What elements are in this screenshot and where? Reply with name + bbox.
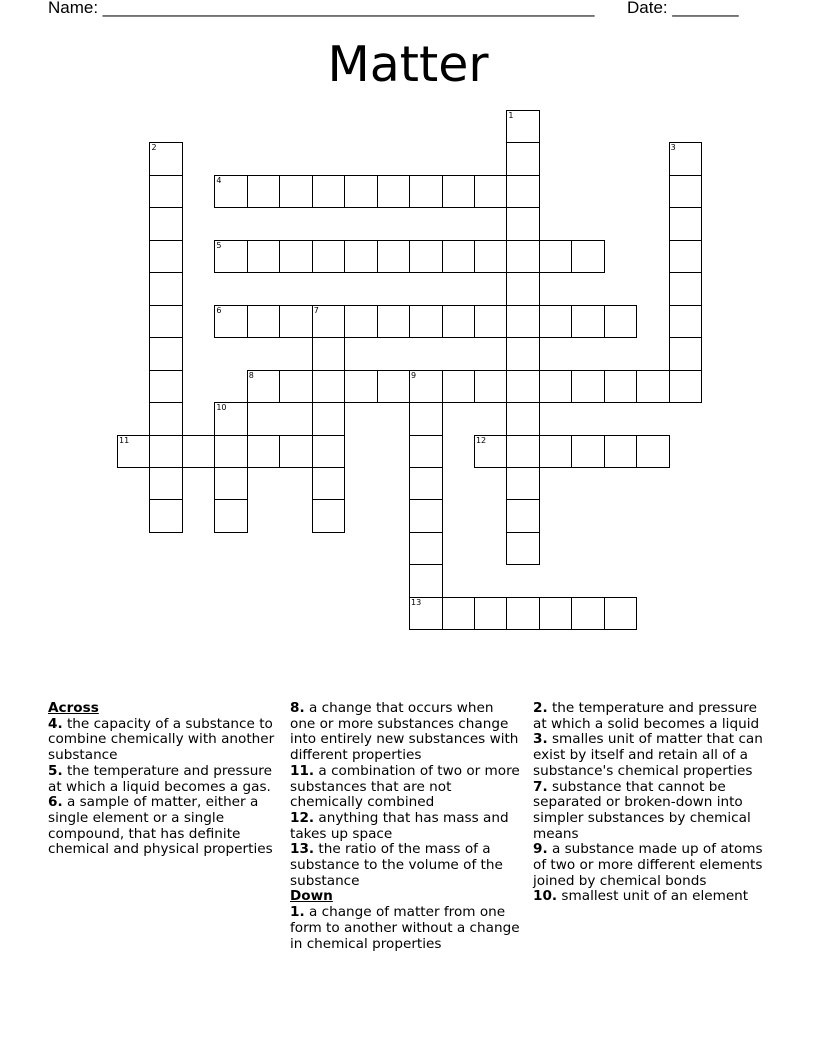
clue-down-1: 1. a change of matter from one form to another without a change in chemical properties: [290, 904, 520, 952]
grid-cell[interactable]: [409, 435, 443, 469]
grid-cell[interactable]: [604, 435, 638, 469]
grid-cell[interactable]: [506, 435, 540, 469]
grid-cell[interactable]: [571, 305, 605, 339]
grid-cell[interactable]: [669, 272, 703, 306]
grid-cell[interactable]: [474, 175, 508, 209]
grid-cell[interactable]: [506, 240, 540, 274]
grid-cell[interactable]: [377, 240, 411, 274]
grid-cell[interactable]: [344, 175, 378, 209]
grid-cell[interactable]: [409, 402, 443, 436]
clue-down-9: 9. a substance made up of atoms of two or more different elements joined by chemical bonds: [533, 841, 763, 889]
grid-cell[interactable]: [149, 305, 183, 339]
grid-cell[interactable]: [539, 305, 573, 339]
grid-cell[interactable]: [442, 370, 476, 404]
grid-cell[interactable]: [149, 272, 183, 306]
clue-down-7: 7. substance that cannot be separated or broken-down into simpler substances by chemical means: [533, 778, 751, 842]
grid-cell[interactable]: [506, 597, 540, 631]
grid-cell[interactable]: [312, 402, 346, 436]
clue-column-1: [48, 701, 280, 858]
grid-cell[interactable]: [344, 240, 378, 274]
clue-across-11: 11. a combination of two or more substances that are not chemically combined: [290, 762, 520, 811]
grid-cell[interactable]: [247, 240, 281, 274]
grid-cell[interactable]: [247, 305, 281, 339]
grid-cell[interactable]: [214, 435, 248, 469]
clue-across-4: 4. the capacity of a substance to combine chemically with another substance: [48, 715, 275, 764]
grid-cell[interactable]: [214, 175, 248, 209]
clue-across-13: 13. the ratio of the mass of a substance to the volume of the substance: [290, 841, 503, 889]
grid-cell[interactable]: [214, 305, 248, 339]
date-field-label[interactable]: Date: _______: [627, 0, 739, 17]
clue-number: 3: [670, 143, 676, 153]
grid-cell[interactable]: [149, 370, 183, 404]
grid-cell[interactable]: [442, 175, 476, 209]
grid-cell[interactable]: [344, 370, 378, 404]
grid-cell[interactable]: [409, 175, 443, 209]
grid-cell[interactable]: [442, 305, 476, 339]
grid-cell[interactable]: [506, 337, 540, 371]
grid-cell[interactable]: [506, 370, 540, 404]
clue-number: 2: [151, 143, 157, 153]
grid-cell[interactable]: [377, 175, 411, 209]
clue-number: 1: [508, 111, 514, 120]
grid-cell[interactable]: [409, 597, 443, 631]
grid-cell[interactable]: [149, 499, 183, 533]
grid-cell[interactable]: [312, 435, 346, 469]
grid-cell[interactable]: [442, 597, 476, 631]
clue-number: 13: [411, 597, 422, 607]
grid-cell[interactable]: [409, 240, 443, 274]
grid-cell[interactable]: [636, 370, 670, 404]
clue-number: 5: [216, 240, 222, 250]
grid-cell[interactable]: [571, 597, 605, 631]
grid-cell[interactable]: [506, 402, 540, 436]
grid-cell[interactable]: [312, 305, 346, 339]
grid-cell[interactable]: [279, 435, 313, 469]
clue-down-3: 3. smalles unit of matter that can exist by itself and retain all of a substance's chemical properties: [533, 731, 763, 779]
grid-cell[interactable]: [604, 597, 638, 631]
across-heading: Across: [48, 701, 99, 716]
clue-number: 4: [216, 175, 222, 185]
grid-cell[interactable]: [214, 467, 248, 501]
grid-cell[interactable]: [312, 370, 346, 404]
grid-cell[interactable]: [506, 110, 540, 144]
clue-number: 9: [411, 370, 417, 380]
grid-cell[interactable]: [312, 175, 346, 209]
clue-number: 6: [216, 305, 222, 315]
grid-cell[interactable]: [149, 240, 183, 274]
grid-cell[interactable]: [409, 532, 443, 566]
grid-cell[interactable]: [474, 240, 508, 274]
clue-across-8: 8. a change that occurs when one or more substances change into entirely new substances with different properties: [290, 701, 519, 764]
grid-cell[interactable]: [377, 305, 411, 339]
grid-cell[interactable]: [214, 402, 248, 436]
grid-cell[interactable]: [506, 272, 540, 306]
clue-column-3: [533, 701, 765, 905]
grid-cell[interactable]: [409, 370, 443, 404]
clue-across-6: 6. a sample of matter, either a single element or a single compound, that has definite chemical and physical properties: [48, 794, 273, 858]
grid-cell[interactable]: [247, 435, 281, 469]
grid-cell[interactable]: [117, 435, 151, 469]
clue-number: 10: [216, 403, 227, 413]
grid-cell[interactable]: [604, 370, 638, 404]
clue-number: 12: [475, 435, 487, 445]
grid-cell[interactable]: [377, 370, 411, 404]
clue-across-5: 5. the temperature and pressure at which a liquid becomes a gas.: [48, 762, 272, 795]
grid-cell[interactable]: [506, 305, 540, 339]
grid-cell[interactable]: [506, 499, 540, 533]
grid-cell[interactable]: [149, 435, 183, 469]
grid-cell[interactable]: [474, 597, 508, 631]
grid-cell[interactable]: [571, 240, 605, 274]
grid-cell[interactable]: [214, 240, 248, 274]
grid-cell[interactable]: [571, 435, 605, 469]
grid-cell[interactable]: [344, 305, 378, 339]
grid-cell[interactable]: [149, 175, 183, 209]
grid-cell[interactable]: [247, 370, 281, 404]
clue-down-10: 10. smallest unit of an element: [533, 888, 749, 905]
grid-cell[interactable]: [669, 207, 703, 241]
grid-cell[interactable]: [669, 370, 703, 404]
grid-cell[interactable]: [474, 435, 508, 469]
puzzle-title: Matter: [327, 36, 489, 93]
grid-cell[interactable]: [312, 337, 346, 371]
grid-cell[interactable]: [409, 564, 443, 598]
grid-cell[interactable]: [149, 142, 183, 176]
grid-cell[interactable]: [149, 402, 183, 436]
grid-cell[interactable]: [506, 467, 540, 501]
grid-cell[interactable]: [669, 142, 703, 176]
grid-cell[interactable]: [474, 305, 508, 339]
grid-cell[interactable]: [539, 240, 573, 274]
grid-cell[interactable]: [669, 175, 703, 209]
clue-column-2: [290, 701, 522, 952]
grid-cell[interactable]: [279, 175, 313, 209]
grid-cell[interactable]: [604, 305, 638, 339]
grid-cell[interactable]: [149, 207, 183, 241]
grid-cell[interactable]: [669, 240, 703, 274]
name-field-label[interactable]: Name: ____________________________________________________: [48, 0, 595, 17]
grid-cell[interactable]: [279, 370, 313, 404]
clue-across-12: 12. anything that has mass and takes up space: [290, 809, 509, 842]
grid-cell[interactable]: [571, 370, 605, 404]
grid-cell[interactable]: [279, 305, 313, 339]
grid-cell[interactable]: [312, 499, 346, 533]
grid-cell[interactable]: [312, 467, 346, 501]
grid-cell[interactable]: [442, 240, 476, 274]
grid-cell[interactable]: [506, 175, 540, 209]
grid-cell[interactable]: [214, 499, 248, 533]
grid-cell[interactable]: [636, 435, 670, 469]
clue-number: 8: [248, 370, 254, 380]
grid-cell[interactable]: [247, 175, 281, 209]
clue-number: 7: [313, 305, 319, 315]
grid-cell[interactable]: [409, 499, 443, 533]
grid-cell[interactable]: [506, 532, 540, 566]
grid-cell[interactable]: [506, 207, 540, 241]
grid-cell[interactable]: [182, 435, 216, 469]
grid-cell[interactable]: [669, 337, 703, 371]
grid-cell[interactable]: [474, 370, 508, 404]
clue-list: [0, 701, 816, 959]
grid-cell[interactable]: [312, 240, 346, 274]
grid-cell[interactable]: [279, 240, 313, 274]
grid-cell[interactable]: [149, 337, 183, 371]
grid-cell[interactable]: [669, 305, 703, 339]
grid-cell[interactable]: [149, 467, 183, 501]
clue-down-2: 2. the temperature and pressure at which a solid becomes a liquid: [533, 701, 760, 732]
down-heading: Down: [290, 888, 333, 905]
grid-cell[interactable]: [539, 597, 573, 631]
grid-cell[interactable]: [539, 435, 573, 469]
clue-number: 11: [119, 435, 130, 445]
grid-cell[interactable]: [409, 467, 443, 501]
grid-cell[interactable]: [409, 305, 443, 339]
grid-cell[interactable]: [539, 370, 573, 404]
grid-cell[interactable]: [506, 142, 540, 176]
